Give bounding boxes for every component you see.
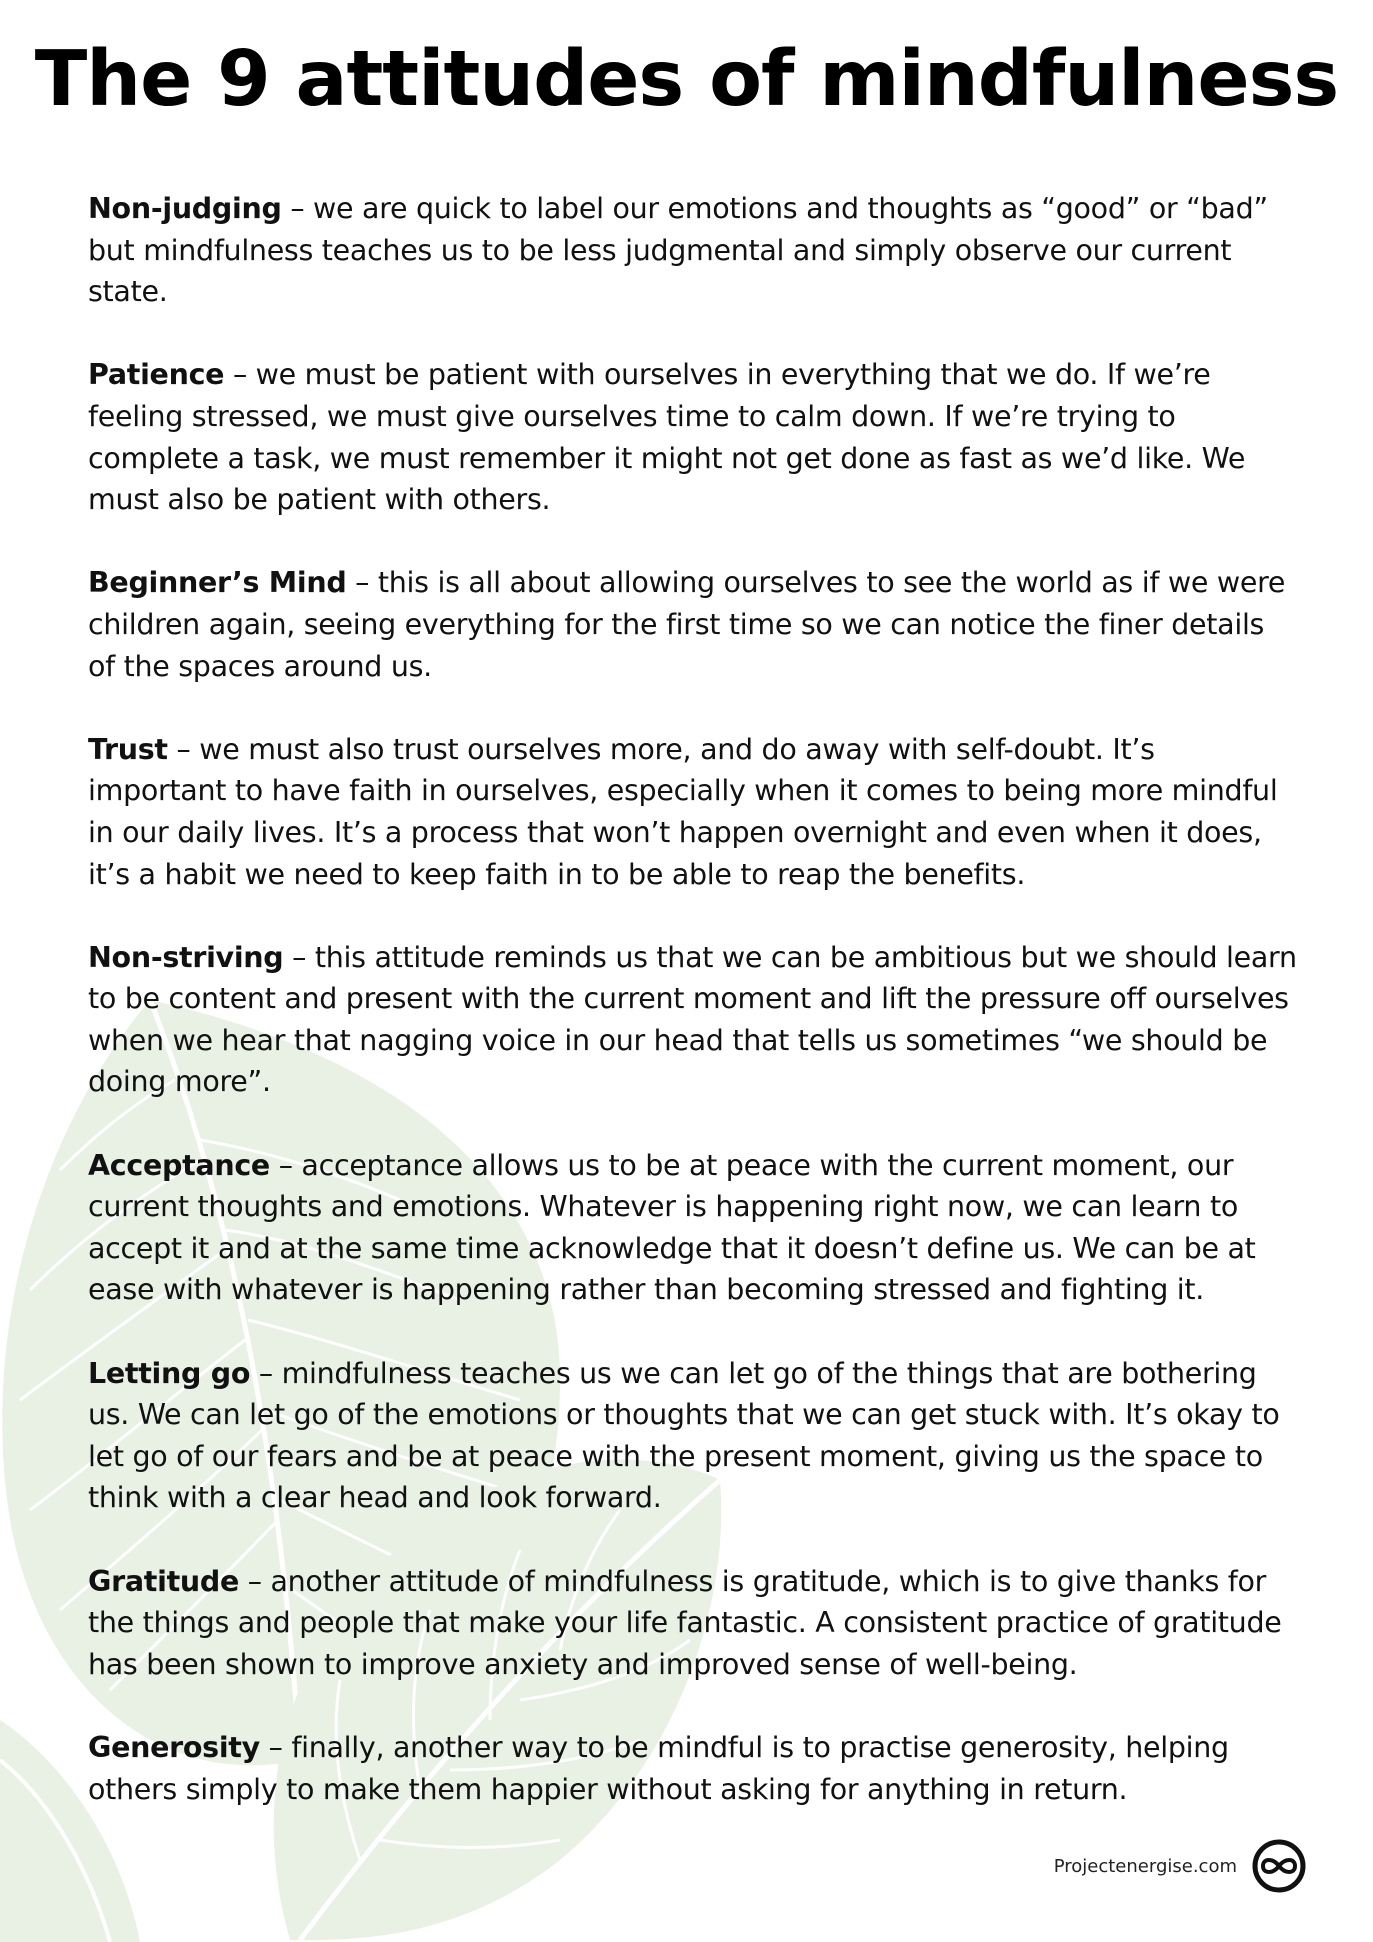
attitude-name: Beginner’s Mind	[88, 566, 347, 600]
attitude-description: – mindfulness teaches us we can let go of the things that are bothering us. We can let go of the emotions or thoughts that we can get stuck with. It’s okay to let go of our fears and be at peace with the present moment, giving us the space to think with a clear head and look forward.	[88, 1356, 1280, 1515]
attitude-generosity	[88, 1727, 1298, 1810]
attitude-trust	[88, 729, 1298, 895]
attitude-letting-go	[88, 1353, 1298, 1519]
attitude-name: Patience	[88, 358, 225, 392]
attitude-description: – we are quick to label our emotions and thoughts as “good” or “bad” but mindfulness teaches us to be less judgmental and simply observe our current state.	[88, 192, 1268, 309]
attitude-name: Non-judging	[88, 192, 282, 225]
attitude-beginners-mind	[88, 562, 1298, 687]
infinity-circle-logo-icon	[1251, 1838, 1307, 1894]
attitude-non-striving	[88, 937, 1298, 1103]
attitude-gratitude	[88, 1561, 1298, 1686]
attitude-name: Letting go	[88, 1356, 251, 1390]
attitude-name: Trust	[88, 732, 168, 766]
attitudes-list	[88, 188, 1298, 1852]
page-title: The 9 attitudes of mindfulness	[34, 35, 1339, 124]
attitude-patience	[88, 354, 1298, 520]
attitude-name: Gratitude	[88, 1564, 240, 1598]
attitude-non-judging	[88, 188, 1298, 313]
attitude-description: – this is all about allowing ourselves to see the world as if we were children again, seeing everything for the first time so we can notice the finer details of the spaces around us.	[88, 566, 1286, 683]
footer-site-link[interactable]: Projectenergise.com	[1053, 1855, 1237, 1877]
attitude-acceptance	[88, 1145, 1298, 1311]
attitude-description: – acceptance allows us to be at peace with the current moment, our current thoughts and emotions. Whatever is happening right now, we can learn to accept it and at the same time acknowledge that it doesn’t define us. We can be at ease with whatever is happening rather than becoming stressed and fighting it.	[88, 1148, 1256, 1307]
attitude-description: – we must also trust ourselves more, and do away with self-doubt. It’s important to have faith in ourselves, especially when it comes to being more mindful in our daily lives. It’s a process that won’t happen overnight and even when it does, it’s a habit we need to keep faith in to be able to reap the benefits.	[88, 732, 1278, 891]
attitude-description: – another attitude of mindfulness is gratitude, which is to give thanks for the things and people that make your life fantastic. A consistent practice of gratitude has been shown to improve anxiety and improved sense of well-being.	[88, 1564, 1282, 1681]
footer	[1054, 1838, 1307, 1894]
attitude-name: Generosity	[88, 1730, 260, 1764]
attitude-description: – finally, another way to be mindful is to practise generosity, helping others simply to make them happier without asking for anything in return.	[88, 1730, 1229, 1806]
attitude-description: – we must be patient with ourselves in everything that we do. If we’re feeling stressed, we must give ourselves time to calm down. If we’re trying to complete a task, we must remember it might not get done as fast as we’d like. We must also be patient with others.	[88, 358, 1246, 517]
attitude-description: – this attitude reminds us that we can be ambitious but we should learn to be content and present with the current moment and lift the pressure off ourselves when we hear that nagging voice in our head that tells us sometimes “we should be doing more”.	[88, 940, 1297, 1099]
attitude-name: Acceptance	[88, 1148, 270, 1182]
attitude-name: Non-striving	[88, 940, 284, 974]
